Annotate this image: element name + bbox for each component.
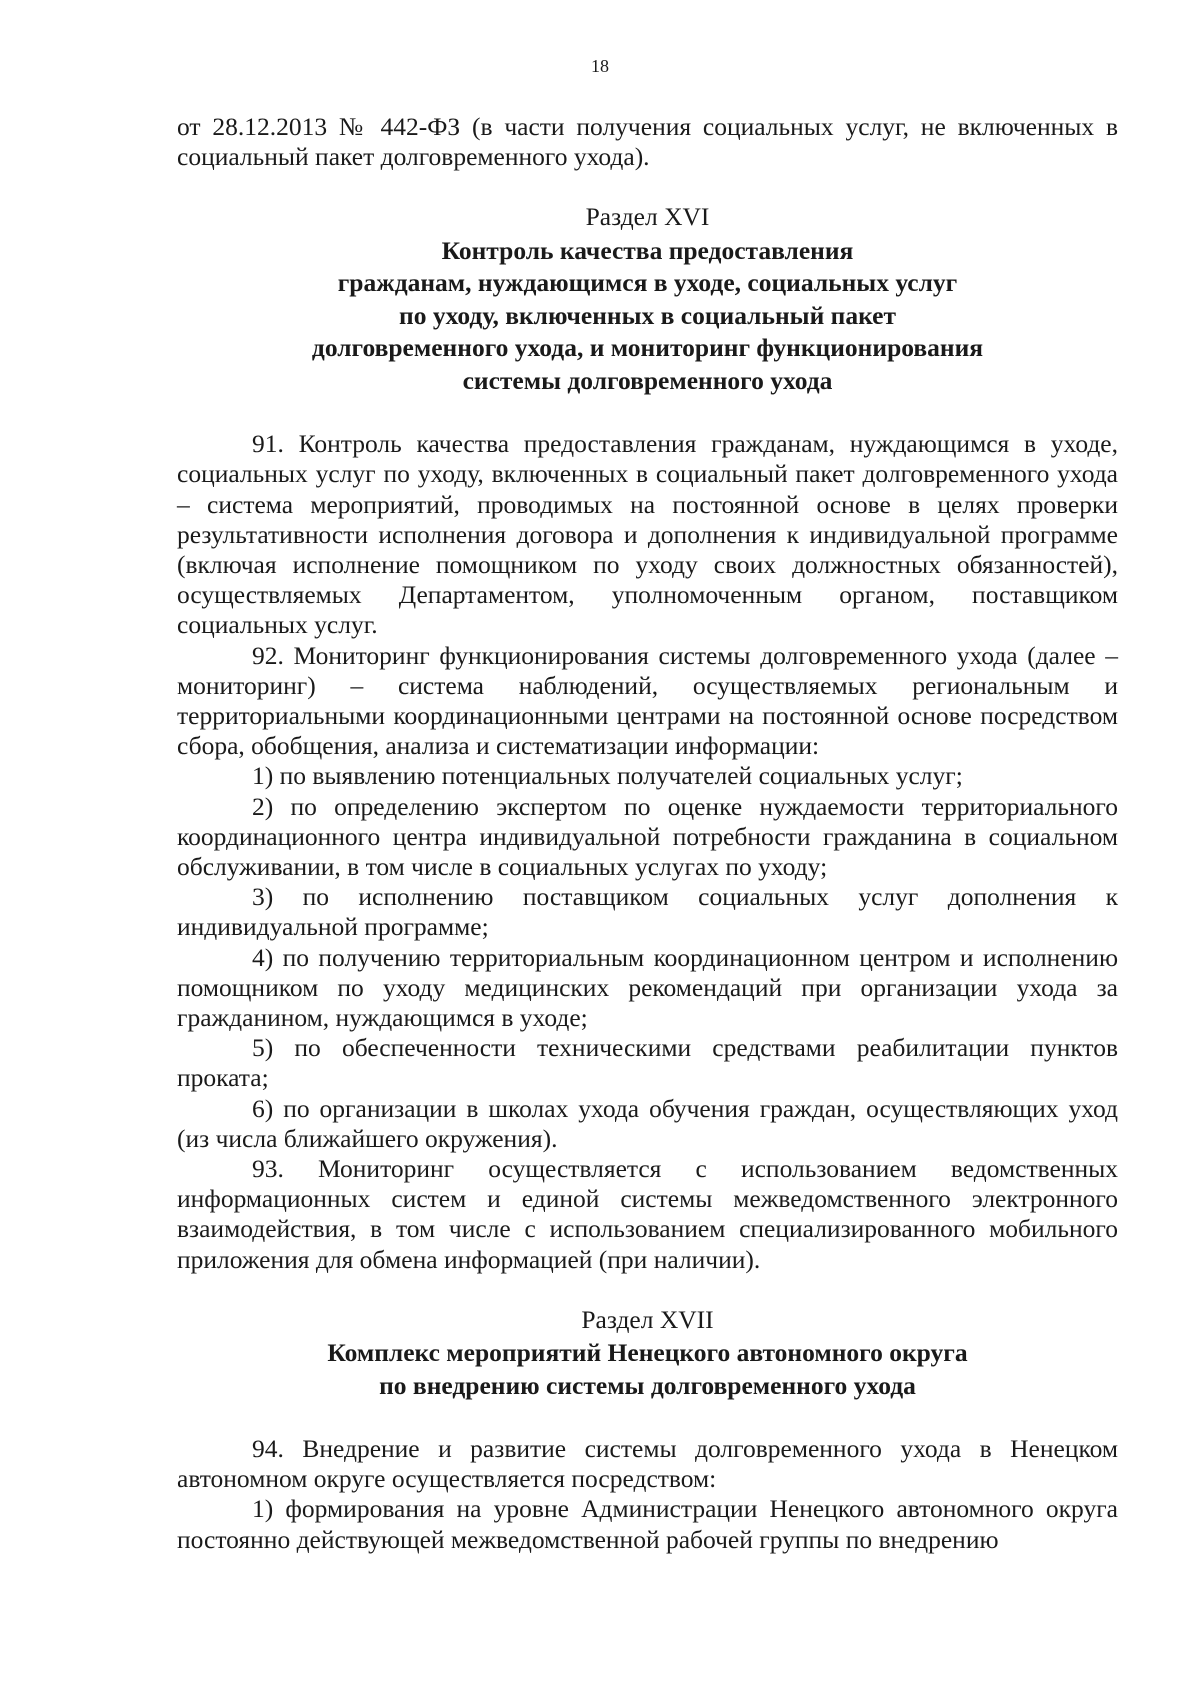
- paragraph-92: 92. Мониторинг функционирования системы долговременного ухода (далее – мониторинг) – система наблюдений, осуществляемых региональным и территориальными координационными центрами на постоянной основе посредством сбора, обобщения, анализа и систематизации информации:: [177, 640, 1118, 761]
- list-item-2: 2) по определению экспертом по оценке нуждаемости территориального координационного центра индивидуальной потребности гражданина в социальном обслуживании, в том числе в социальных услугах по уходу;: [177, 791, 1118, 881]
- list-item-1: 1) по выявлению потенциальных получателей социальных услуг;: [252, 761, 963, 791]
- list-item-3: 3) по исполнению поставщиком социальных услуг дополнения к индивидуальной программе;: [177, 882, 1118, 942]
- section-16-label: Раздел XVI: [585, 202, 710, 232]
- section-17-heading: [177, 1305, 1118, 1402]
- section-16-title-line: долговременного ухода, и мониторинг функционирования: [311, 333, 984, 363]
- paragraph-93: 93. Мониторинг осуществляется с использованием ведомственных информационных систем и единой системы межведомственного электронного взаимодействия, в том числе с использованием специализированного мобильного приложения для обмена информацией (при наличии).: [177, 1153, 1118, 1274]
- paragraph-94: 94. Внедрение и развитие системы долговременного ухода в Ненецком автономном округе осуществляется посредством:: [177, 1434, 1118, 1494]
- section-17-title: [177, 1337, 1118, 1402]
- intro-paragraph: от 28.12.2013 № 442-ФЗ (в части получения социальных услуг, не включенных в социальный пакет долговременного ухода).: [177, 112, 1118, 172]
- list-item-4: 4) по получению территориальным координационном центром и исполнению помощником по уходу медицинских рекомендаций при организации ухода за гражданином, нуждающимся в уходе;: [177, 942, 1118, 1032]
- section-17-title-line: по внедрению системы долговременного ухода: [379, 1370, 916, 1400]
- paragraph-91: 91. Контроль качества предоставления гражданам, нуждающимся в уходе, социальных услуг по уходу, включенных в социальный пакет долговременного ухода – система мероприятий, проводимых на постоянной основе в целях проверки результативности исполнения договора и дополнения к индивидуальной программе (включая исполнение помощником по уходу своих должностных обязанностей), осуществляемых Департаментом, уполномоченным органом, поставщиком социальных услуг.: [177, 429, 1118, 640]
- document-body: [177, 112, 1118, 1555]
- section-16-title-line: по уходу, включенных в социальный пакет: [399, 300, 896, 330]
- section-16-heading: [177, 202, 1118, 397]
- section-16-title: [177, 235, 1118, 398]
- list-item-5: 5) по обеспеченности техническими средствами реабилитации пунктов проката;: [177, 1033, 1118, 1093]
- section-16-title-line: Контроль качества предоставления: [441, 235, 854, 265]
- section-16-title-line: гражданам, нуждающимся в уходе, социальных услуг: [337, 268, 958, 298]
- page-number: 18: [591, 56, 609, 76]
- section-17-title-line: Комплекс мероприятий Ненецкого автономного округа: [327, 1338, 968, 1367]
- list-item-6: 6) по организации в школах ухода обучения граждан, осуществляющих уход (из числа ближайшего окружения).: [177, 1093, 1118, 1153]
- section-16-title-line: системы долговременного ухода: [462, 365, 833, 395]
- section-17-label: Раздел XVII: [581, 1304, 714, 1334]
- list-item-1-section-17: 1) формирования на уровне Администрации Ненецкого автономного округа постоянно действующей межведомственной рабочей группы по внедрению: [177, 1494, 1118, 1554]
